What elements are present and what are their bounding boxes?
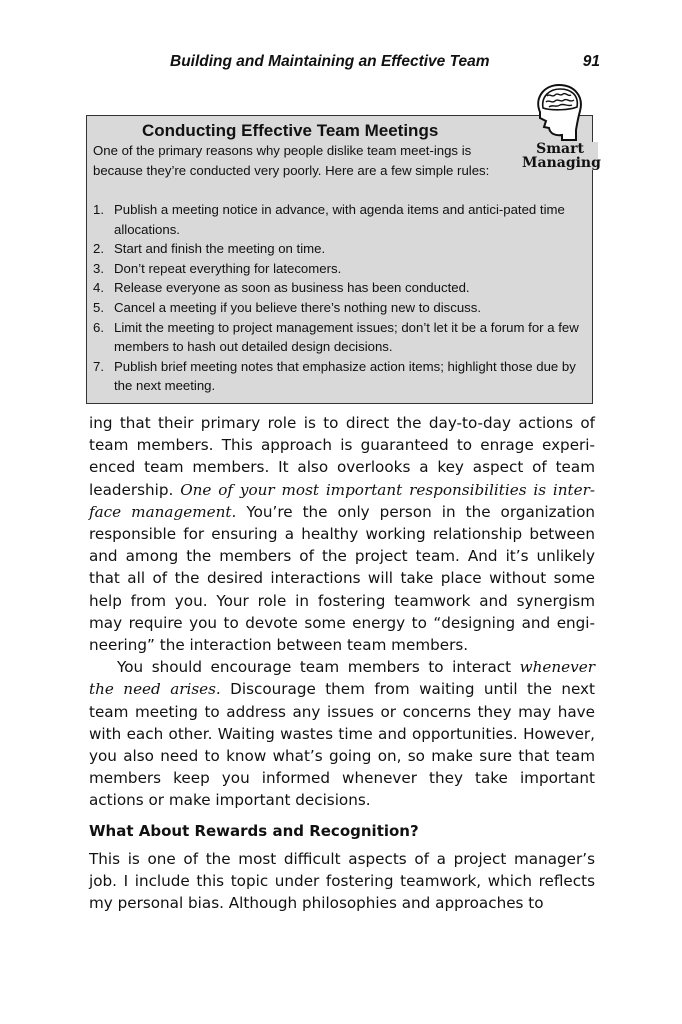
emphasis-text: whenever the need arises. [89,658,595,699]
list-number: 7. [93,358,104,374]
smart-managing-logo [518,82,601,174]
sidebar-intro: One of the primary reasons why people dislike team meet-ings is because they’re conducted very poorly. Here are a few simple rules: [93,143,490,178]
list-number: 6. [93,319,104,335]
list-item [93,298,588,318]
paragraph-text: ing that their primary role is to direct the day-to-day actions of team members. This approach is guaranteed to enrage experi-enced team members. It also overlooks a key aspect of team leadership. [89,414,595,499]
list-item [93,318,588,357]
paragraph [89,412,595,656]
paragraph-text: You’re the only person in the organization responsible for ensuring a healthy working relationship between and among the members of the project team. And it’s unlikely that all of the desired interactions will take place without some help from you. Your role in fostering teamwork and synergism may require you to devote some energy to “designing and engi-neering” the interaction between team members. [89,502,595,655]
list-number: 3. [93,260,104,276]
list-number: 2. [93,241,104,257]
page-number: 91 [582,53,600,70]
sidebar-box [86,115,593,404]
list-number: 4. [93,280,104,296]
list-text: Cancel a meeting if you believe there’s nothing new to discuss. [114,299,482,315]
logo-text-line1: Smart [536,141,584,157]
list-item [93,200,588,239]
list-text: Publish brief meeting notes that emphasize action items; highlight those due by the next meeting. [114,358,576,394]
running-title: Building and Maintaining an Effective Team [170,53,490,70]
paragraph [89,656,595,811]
paragraph: This is one of the most difficult aspects of a project manager’s job. I include this topic under fostering teamwork, which reflects my personal bias. Although philosophies and approaches to [89,849,595,913]
list-number: 5. [93,299,104,315]
rules-list [93,200,588,396]
logo-text-line2: Managing [522,155,601,171]
section-heading: What About Rewards and Recognition? [89,821,419,840]
list-text: Don’t repeat everything for latecomers. [114,260,342,276]
list-text: Release everyone as soon as business has been conducted. [114,280,470,296]
list-item [93,357,588,396]
list-text: Start and finish the meeting on time. [114,241,326,257]
list-text: Publish a meeting notice in advance, with agenda items and antici-pated time allocations. [114,202,565,237]
list-number: 1. [93,202,104,217]
brain-head-icon [532,82,586,144]
emphasis-text: One of your most important responsibilities is inter-face management. [89,480,595,521]
list-item [93,259,588,279]
paragraph-text: Discourage them from waiting until the next team meeting to address any issues or concerns they may have with each other. Waiting wastes time and opportunities. However, you also need to know what’s going on, so make sure that team members keep you informed whenever they take important actions or make important decisions. [89,680,595,810]
list-text: Limit the meeting to project management issues; don’t let it be a forum for a few members to hash out detailed design decisions. [114,319,579,355]
list-item [93,239,588,259]
sidebar-title: Conducting Effective Team Meetings [142,121,439,140]
body-text [89,412,595,914]
paragraph-text: You should encourage team members to interact [117,658,520,677]
logo-text [522,141,601,171]
list-item [93,278,588,298]
